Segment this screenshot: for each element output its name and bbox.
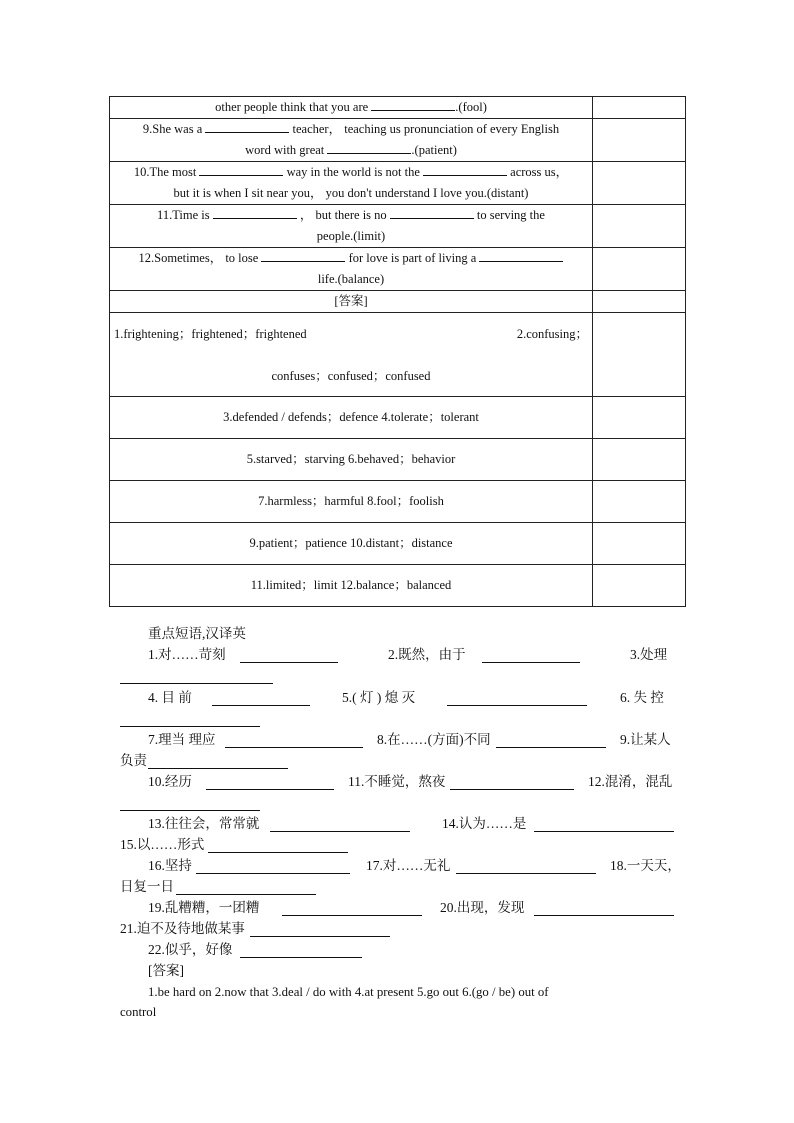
- list-item: [120, 709, 675, 729]
- question-text: but it is when I sit near you， you don't understand I love you.(distant): [173, 186, 529, 200]
- question-text: way in the world is not the: [283, 165, 424, 179]
- answer-blank[interactable]: [196, 859, 350, 874]
- question-text: word with great: [245, 143, 328, 157]
- list-item: [120, 793, 675, 813]
- answer-blank[interactable]: [148, 754, 288, 769]
- table-row: [110, 291, 686, 313]
- answer-text: 7.harmless；harmful 8.fool；foolish: [110, 481, 593, 523]
- table-row: [110, 481, 686, 523]
- question-text: 10.The most: [133, 165, 200, 179]
- answer-blank[interactable]: [120, 712, 260, 727]
- answer-blank[interactable]: [371, 98, 455, 111]
- answer-blank[interactable]: [176, 880, 316, 895]
- answer-blank[interactable]: [479, 249, 563, 262]
- answer-blank[interactable]: [206, 775, 334, 790]
- answer-header: [答案]: [110, 291, 593, 313]
- table-row: [110, 565, 686, 607]
- answer-blank[interactable]: [213, 206, 297, 219]
- section-heading: 重点短语,汉译英: [148, 626, 246, 641]
- answer-blank[interactable]: [261, 249, 345, 262]
- answer-blank[interactable]: [447, 691, 587, 706]
- table-row: [110, 397, 686, 439]
- list-item: 21.迫不及待地做某事: [120, 919, 675, 939]
- table-row: [110, 162, 686, 205]
- list-item: [120, 666, 675, 686]
- question-text: 12.Sometimes， to lose: [138, 251, 262, 265]
- answer-blank[interactable]: [456, 859, 596, 874]
- question-text: .(patient): [411, 143, 457, 157]
- answer-blank[interactable]: [212, 691, 310, 706]
- answer-blank[interactable]: [496, 733, 606, 748]
- question-text: teacher， teaching us pronunciation of every English: [289, 122, 560, 136]
- answer-blank[interactable]: [205, 120, 289, 133]
- answer-blank[interactable]: [225, 733, 363, 748]
- answer-blank[interactable]: [534, 817, 674, 832]
- table-row: [110, 119, 686, 162]
- list-item: 22.似乎，好像: [120, 940, 675, 960]
- table-row: [110, 439, 686, 481]
- answer-text: confuses；confused；confused: [271, 368, 431, 383]
- question-text: ， but there is no: [296, 208, 390, 222]
- answer-blank[interactable]: [423, 163, 507, 176]
- question-text: people.(limit): [316, 229, 386, 243]
- answer-blank[interactable]: [534, 901, 674, 916]
- answer-blank[interactable]: [482, 648, 580, 663]
- question-text: other people think that you are: [215, 100, 372, 114]
- answer-text: 5.starved；starving 6.behaved；behavior: [110, 439, 593, 481]
- answer-text: 2.confusing；: [516, 326, 588, 341]
- answer-blank[interactable]: [270, 817, 410, 832]
- table-row: [110, 248, 686, 291]
- answer-blank[interactable]: [450, 775, 574, 790]
- table-row: [110, 97, 686, 119]
- answer-text: 9.patient；patience 10.distant；distance: [110, 523, 593, 565]
- answer-blank[interactable]: [282, 901, 422, 916]
- question-text: 9.She was a: [142, 122, 206, 136]
- question-text: 11.Time is: [157, 208, 213, 222]
- question-text: for love is part of living a: [345, 251, 480, 265]
- answer-blank[interactable]: [120, 796, 260, 811]
- table-row: [110, 205, 686, 248]
- table-row: [110, 313, 686, 397]
- answer-header: [答案]: [148, 963, 184, 978]
- answer-blank[interactable]: [208, 838, 348, 853]
- list-item: 10.经历 11.不睡觉，熬夜 12.混淆，混乱: [148, 774, 673, 789]
- list-item: 负责: [120, 751, 675, 771]
- answer-blank[interactable]: [240, 943, 362, 958]
- answer-text: 11.limited；limit 12.balance；balanced: [110, 565, 593, 607]
- list-item: 日复一日: [120, 877, 675, 897]
- question-text: across us，: [507, 165, 569, 179]
- answer-blank[interactable]: [199, 163, 283, 176]
- answer-blank[interactable]: [390, 206, 474, 219]
- question-text: life.(balance): [317, 272, 385, 286]
- list-item: 7.理当 理应 8.在……(方面)不同 9.让某人: [148, 732, 671, 747]
- list-item: 1.对……苛刻 2.既然，由于 3.处理: [148, 647, 668, 662]
- exercise-table: [109, 96, 686, 607]
- answer-blank[interactable]: [327, 141, 411, 154]
- list-item: 16.坚持 17.对……无礼 18.一天天，: [148, 858, 681, 873]
- answer-text: 1.be hard on 2.now that 3.deal / do with 4.at present 5.go out 6.(go / be) out of: [148, 985, 549, 999]
- list-item: 19.乱糟糟，一团糟 20.出现，发现: [120, 898, 675, 918]
- answer-blank[interactable]: [240, 648, 338, 663]
- answer-text: control: [120, 1005, 157, 1019]
- answer-blank[interactable]: [250, 922, 390, 937]
- list-item: 15.以……形式: [120, 835, 675, 855]
- list-item: 4. 目 前 5.( 灯 ) 熄 灭 6. 失 控: [148, 690, 664, 705]
- question-text: .(fool): [455, 100, 487, 114]
- question-text: to serving the: [473, 208, 545, 222]
- list-item: 13.往往会，常常就 14.认为……是: [120, 814, 675, 834]
- answer-blank[interactable]: [120, 669, 273, 684]
- table-row: [110, 523, 686, 565]
- answer-text: 3.defended / defends；defence 4.tolerate；tolerant: [110, 397, 593, 439]
- answer-text: 1.frightening；frightened；frightened: [114, 326, 307, 341]
